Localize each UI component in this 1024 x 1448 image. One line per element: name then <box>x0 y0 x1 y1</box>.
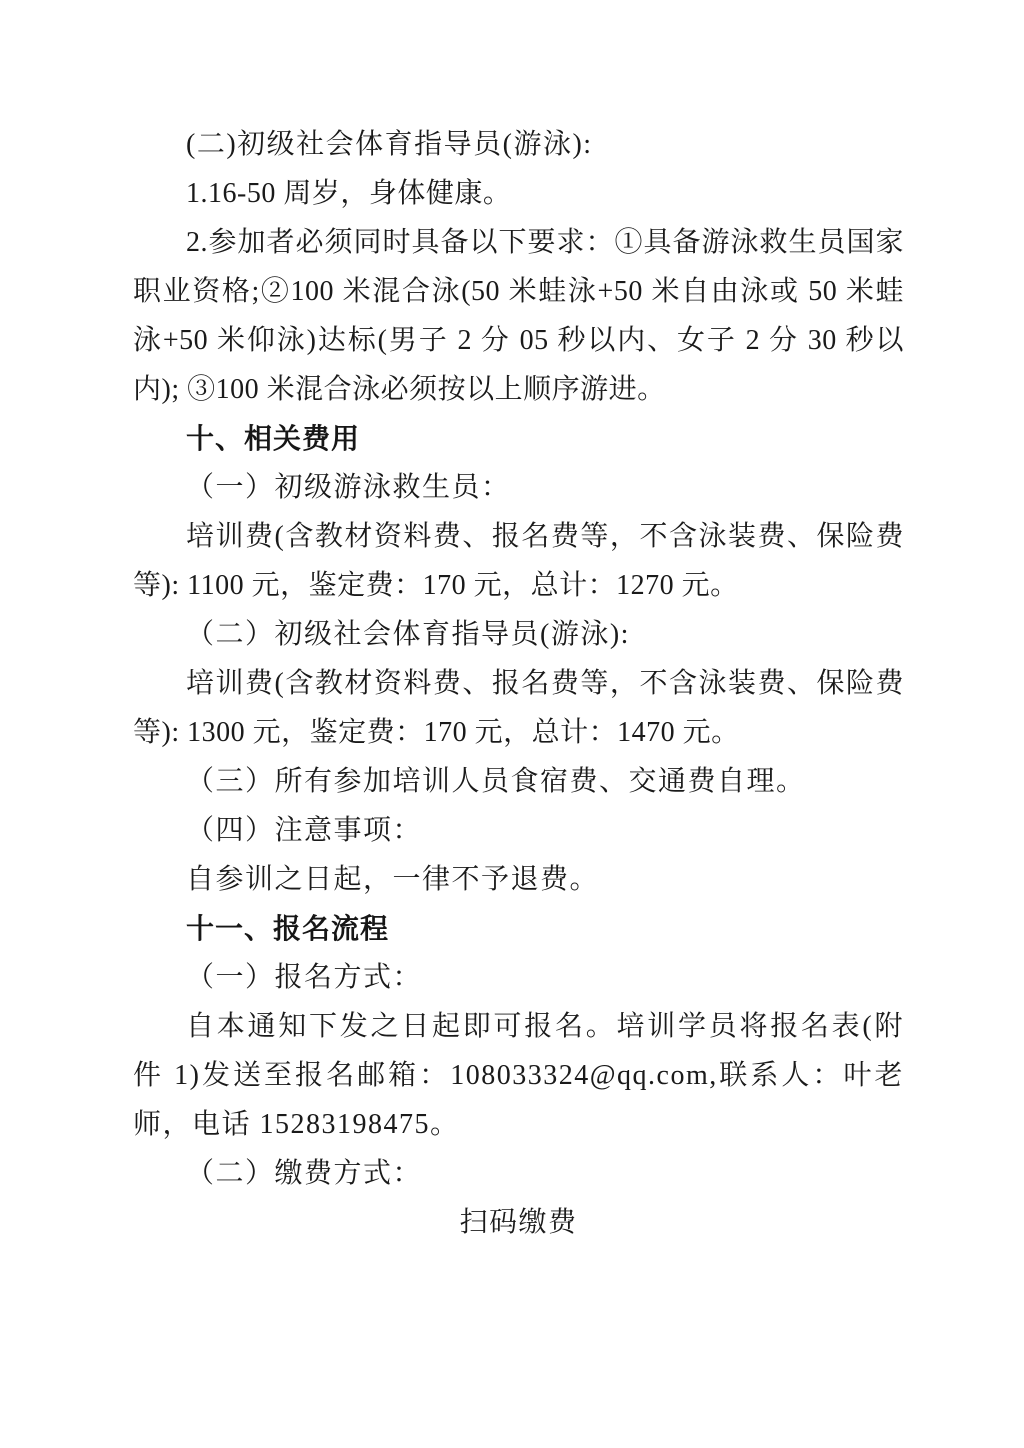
heading-related-fees: 十、相关费用 <box>186 423 361 454</box>
registration-method-title: （一）报名方式： <box>186 962 423 993</box>
fees-item-2-detail: 培训费(含教材资料费、报名费等，不含泳装费、保险费等): 1300 元，鉴定费：170 元，总计：1470 元。 <box>133 668 904 748</box>
fees-item-3-line: （三）所有参加培训人员食宿费、交通费自理。 <box>186 766 806 797</box>
registration-method-detail: 自本通知下发之日起即可报名。培训学员将报名表(附件 1)发送至报名邮箱：108033324@qq.com,联系人：叶老师，电话 15283198475。 <box>133 1011 904 1140</box>
heading-registration-process: 十一、报名流程 <box>186 913 390 944</box>
payment-method-title: （二）缴费方式： <box>186 1158 423 1189</box>
document-body <box>133 120 904 1247</box>
criteria-requirements-paragraph: 2.参加者必须同时具备以下要求：①具备游泳救生员国家职业资格;②100 米混合泳(50 米蛙泳+50 米自由泳或 50 米蛙泳+50 米仰泳)达标(男子 2 分 05 秒以内、女子 2 分 30 秒以内); ③100 米混合泳必须按以上顺序游进。 <box>133 227 904 405</box>
fees-item-1-detail: 培训费(含教材资料费、报名费等，不含泳装费、保险费等): 1100 元，鉴定费：170 元，总计：1270 元。 <box>133 521 904 601</box>
fees-item-4-detail: 自参训之日起，一律不予退费。 <box>186 864 600 895</box>
section-item-2-instructor-title: (二)初级社会体育指导员(游泳): <box>186 129 593 160</box>
payment-scan-code-label: 扫码缴费 <box>459 1207 578 1238</box>
criteria-age-line: 1.16-50 周岁，身体健康。 <box>186 178 512 209</box>
fees-item-4-title: （四）注意事项： <box>186 815 423 846</box>
fees-item-2-title: （二）初级社会体育指导员(游泳): <box>186 619 630 650</box>
fees-item-1-title: （一）初级游泳救生员： <box>186 472 511 503</box>
